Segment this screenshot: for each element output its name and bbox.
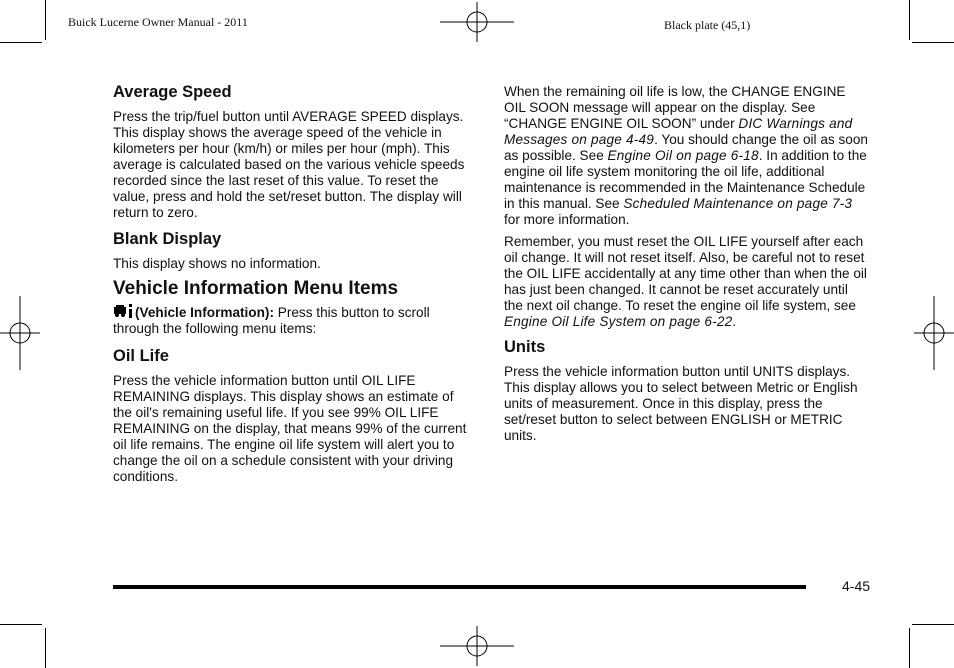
crop-mark [909,0,910,40]
right-column [504,84,870,444]
cross-reference-link[interactable]: Scheduled Maintenance on page 7‑3 [623,196,853,211]
text-span: . You should change the oil as soon as possible. See [504,132,868,163]
crop-mark [912,624,954,625]
units-body: Press the vehicle information button until UNITS displays. This display allows you to select between Metric or English units of measurement. Once in this display, press the set/reset button to select between ENGLISH or METRIC units. [504,364,858,443]
registration-mark-icon [914,296,954,370]
header-manual-title: Buick Lucerne Owner Manual - 2011 [68,15,248,29]
reset-oil-life-paragraph [504,234,870,330]
vehicle-information-intro [113,304,475,337]
registration-mark-icon [440,2,514,42]
crop-mark [912,42,954,43]
left-column [113,82,475,485]
registration-mark-icon [440,626,514,666]
footer-rule [113,585,806,589]
cross-reference-link[interactable]: Engine Oil on page 6‑18 [607,148,759,163]
registration-mark-icon [0,296,40,370]
cross-reference-link[interactable]: Engine Oil Life System on page 6‑22 [504,314,733,329]
blank-display-body: This display shows no information. [113,256,321,271]
crop-mark [45,0,46,40]
vehicle-information-body: Press this button to scroll through the following menu items: [113,305,430,336]
average-speed-body: Press the trip/fuel button until AVERAGE SPEED displays. This display shows the average speed of the vehicle in kilometers per hour (km/h) or miles per hour (mph). This average is calculated based on the various vehicle speeds recorded since the last reset of this value. To reset the value, press and hold the set/reset button. The display will return to zero. [113,109,465,220]
oil-life-low-paragraph [504,84,870,228]
section-title-oil-life: Oil Life [113,347,169,365]
crop-mark [0,624,42,625]
text-span: Remember, you must reset the OIL LIFE yourself after each oil change. It will not reset itself. Also, be careful not to reset the OIL LIFE accidentally at any time other than when the oil has just been changed. It cannot be reset accurately until the next oil change. To reset the engine oil life system, see [504,234,867,313]
oil-life-body: Press the vehicle information button until OIL LIFE REMAINING displays. This display shows an estimate of the oil's remaining useful life. If you see 99% OIL LIFE REMAINING on the display, that means 99% of the current oil life remains. The engine oil life system will alert you to change the oil on a schedule consistent with your driving conditions. [113,373,467,484]
header-plate-info: Black plate (45,1) [664,18,751,32]
section-title-average-speed: Average Speed [113,83,232,101]
cross-reference-link[interactable]: DIC Warnings and Messages on page 4‑49 [504,116,853,147]
text-span: . In addition to the engine oil life system monitoring the oil life, additional maintenance is recommended in the Maintenance Schedule in this manual. See [504,148,867,211]
vehicle-information-icon [113,304,135,318]
section-title-vehicle-information-menu: Vehicle Information Menu Items [113,278,399,299]
vehicle-information-label: (Vehicle Information): [135,305,274,320]
crop-mark [45,628,46,668]
page-number: 4-45 [842,578,871,594]
text-span: for more information. [504,212,630,227]
crop-mark [909,628,910,668]
text-span: When the remaining oil life is low, the CHANGE ENGINE OIL SOON message will appear on the display. See “CHANGE ENGINE OIL SOON” under [504,84,846,131]
crop-mark [0,42,42,43]
text-span: . [732,314,737,329]
section-title-blank-display: Blank Display [113,230,222,248]
section-title-units: Units [504,338,546,356]
